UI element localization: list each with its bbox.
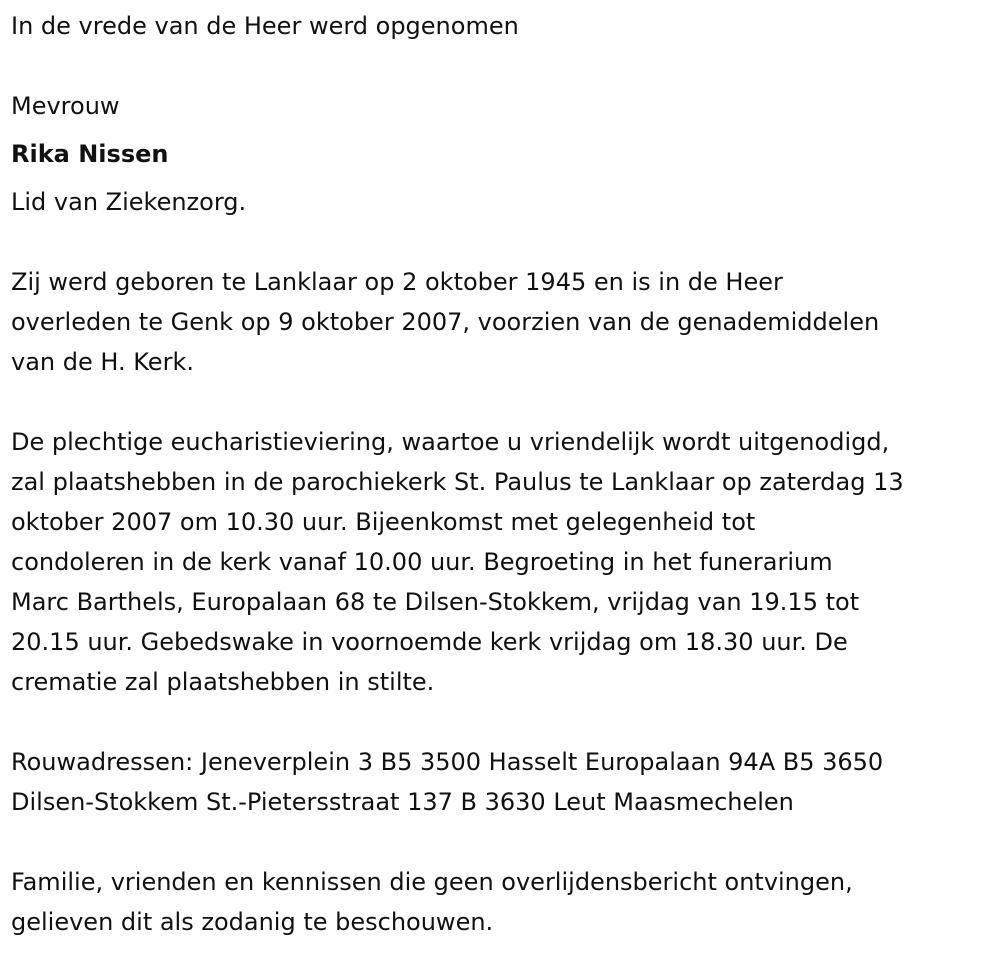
membership-text: Lid van Ziekenzorg. bbox=[11, 188, 247, 216]
paragraph-line: 20.15 uur. Gebedswake in voornoemde kerk vrijdag om 18.30 uur. De bbox=[11, 628, 848, 656]
closing-paragraph bbox=[11, 862, 853, 942]
deceased-name: Rika Nissen bbox=[11, 140, 169, 168]
paragraph-line: zal plaatshebben in de parochiekerk St. Paulus te Lanklaar op zaterdag 13 bbox=[11, 468, 904, 496]
honorific-title: Mevrouw bbox=[11, 92, 120, 120]
paragraph-line: gelieven dit als zodanig te beschouwen. bbox=[11, 908, 494, 936]
ceremony-paragraph bbox=[11, 422, 904, 702]
paragraph-line: crematie zal plaatshebben in stilte. bbox=[11, 668, 435, 696]
paragraph-line: overleden te Genk op 9 oktober 2007, voorzien van de genademiddelen bbox=[11, 308, 880, 336]
paragraph-line: Familie, vrienden en kennissen die geen overlijdensbericht ontvingen, bbox=[11, 868, 853, 896]
paragraph-line: Dilsen-Stokkem St.-Pietersstraat 137 B 3630 Leut Maasmechelen bbox=[11, 788, 794, 816]
paragraph-line: condoleren in de kerk vanaf 10.00 uur. Begroeting in het funerarium bbox=[11, 548, 833, 576]
addresses-paragraph bbox=[11, 742, 883, 822]
paragraph-line: Zij werd geboren te Lanklaar op 2 oktober 1945 en is in de Heer bbox=[11, 268, 783, 296]
paragraph-line: De plechtige eucharistieviering, waartoe u vriendelijk wordt uitgenodigd, bbox=[11, 428, 890, 456]
paragraph-line: oktober 2007 om 10.30 uur. Bijeenkomst met gelegenheid tot bbox=[11, 508, 756, 536]
paragraph-line: van de H. Kerk. bbox=[11, 348, 194, 376]
paragraph-line: Rouwadressen: Jeneverplein 3 B5 3500 Hasselt Europalaan 94A B5 3650 bbox=[11, 748, 884, 776]
intro-text: In de vrede van de Heer werd opgenomen bbox=[11, 12, 519, 40]
paragraph-line: Marc Barthels, Europalaan 68 te Dilsen-Stokkem, vrijdag van 19.15 tot bbox=[11, 588, 860, 616]
birth-death-paragraph bbox=[11, 262, 879, 382]
